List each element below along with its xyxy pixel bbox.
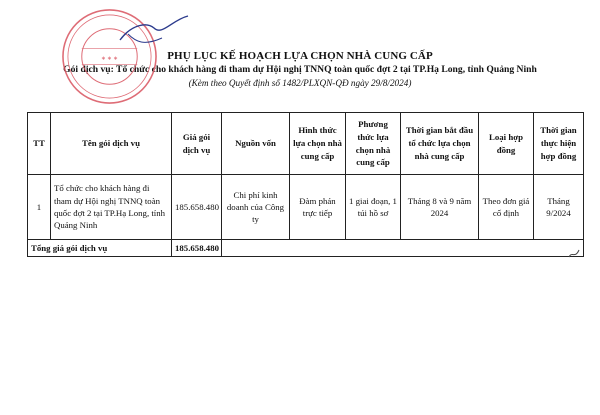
col-selection-form: Hình thức lựa chọn nhà cung cấp [290,113,346,175]
svg-text:* * *: * * * [101,55,118,64]
col-selection-method: Phương thức lựa chọn nhà cung cấp [346,113,401,175]
table-header-row [28,113,584,175]
signature-mark [92,6,212,66]
col-package-name: Tên gói dịch vụ [51,113,172,175]
cell-selection-form: Đàm phán trực tiếp [290,175,346,240]
cell-contract-type: Theo đơn giá cố định [479,175,534,240]
col-contract-duration: Thời gian thực hiện hợp đồng [534,113,584,175]
col-tt: TT [28,113,51,175]
cell-funding-source: Chi phí kinh doanh của Công ty [222,175,290,240]
pen-mark [567,247,581,261]
page-title: PHỤ LỤC KẾ HOẠCH LỰA CHỌN NHÀ CUNG CẤP [167,50,433,62]
page-subtitle: Gói dịch vụ: Tổ chức cho khách hàng đi tham dự Hội nghị TNNQ toàn quốc đợt 2 tại TP.Hạ Long, tỉnh Quảng Ninh [63,64,537,75]
col-contract-type: Loại hợp đồng [479,113,534,175]
total-row [28,240,584,257]
table-row [28,175,584,240]
cell-start-time: Tháng 8 và 9 năm 2024 [401,175,479,240]
cell-selection-method: 1 giai đoạn, 1 túi hồ sơ [346,175,401,240]
total-label: Tổng giá gói dịch vụ [28,240,172,257]
total-value: 185.658.480 [172,240,222,257]
cell-tt: 1 [28,175,51,240]
selection-plan-table [27,112,584,257]
cell-package-name: Tổ chức cho khách hàng đi tham dự Hội nghị TNNQ toàn quốc đợt 2 tại TP.Hạ Long, tỉnh Quảng Ninh [51,175,172,240]
cell-package-price: 185.658.480 [172,175,222,240]
cell-contract-duration: Tháng 9/2024 [534,175,584,240]
total-empty-cell [222,240,584,257]
col-start-time: Thời gian bắt đầu tổ chức lựa chọn nhà cung cấp [401,113,479,175]
col-funding-source: Nguồn vốn [222,113,290,175]
col-package-price: Giá gói dịch vụ [172,113,222,175]
decision-note: (Kèm theo Quyết định số 1482/PLXQN-QĐ ngày 29/8/2024) [188,78,412,88]
